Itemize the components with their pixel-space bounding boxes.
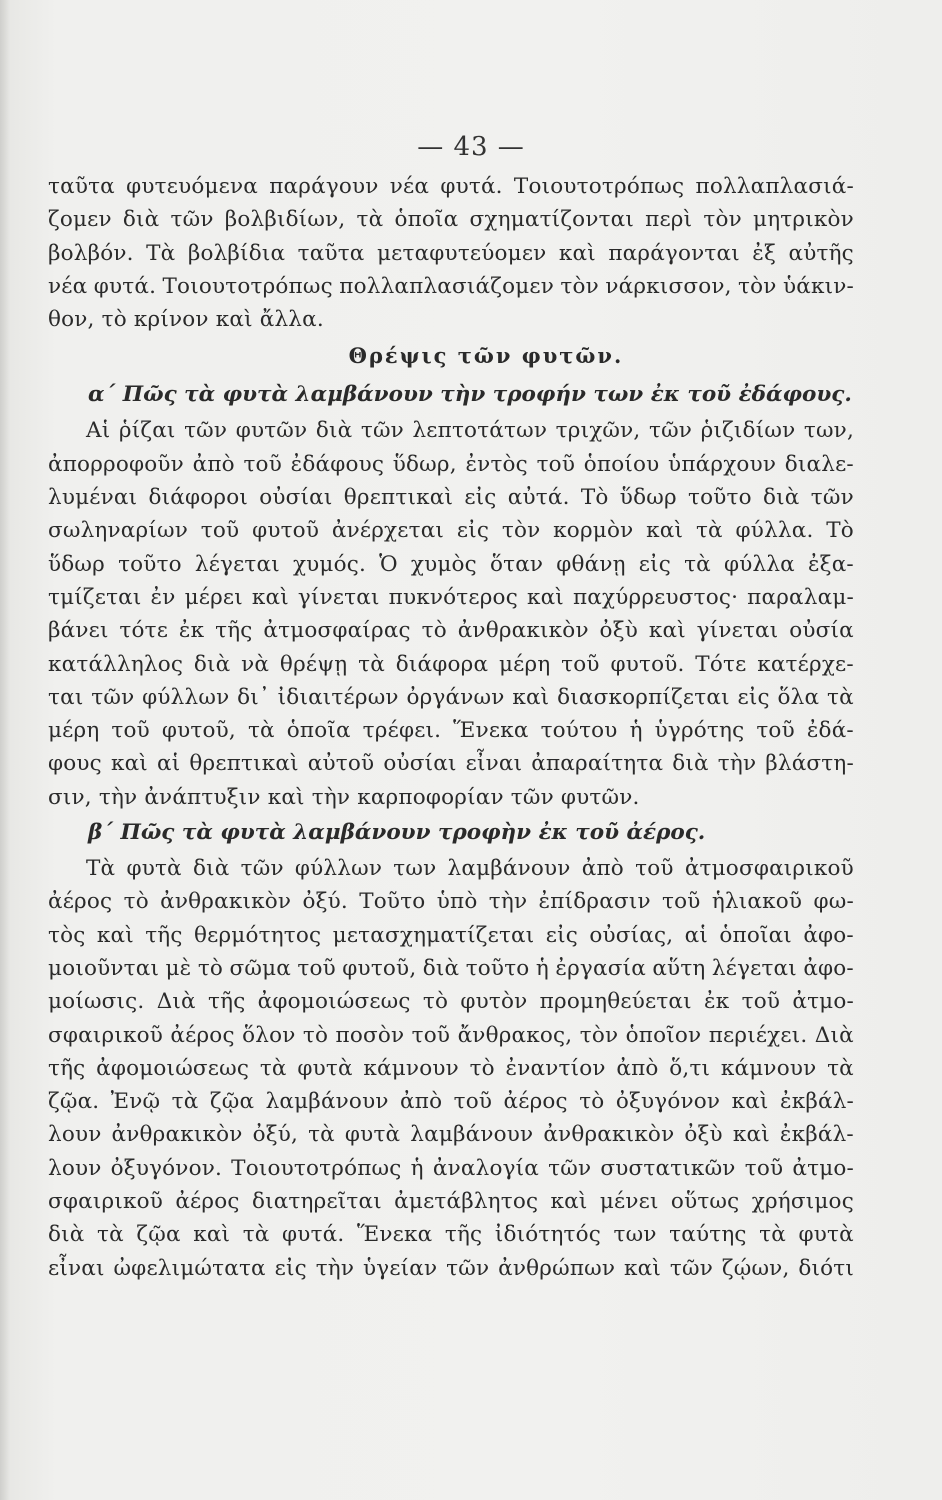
text-line: ἀπορροφοῦν ἀπὸ τοῦ ἐδάφους ὕδωρ, ἐντὸς τοῦ ὁποίου ὑπάρχουν διαλε- — [48, 451, 854, 477]
subheading-soil: α΄ Πῶς τὰ φυτὰ λαμβάνουν τὴν τροφήν των ἐκ τοῦ ἐδάφους. — [88, 382, 852, 408]
text-line: Τὰ φυτὰ διὰ τῶν φύλλων των λαμβάνουν ἀπὸ τοῦ ἀτμοσφαιρικοῦ — [86, 856, 854, 882]
spine-shadow — [0, 0, 10, 1500]
text-line: τμίζεται ἐν μέρει καὶ γίνεται πυκνότερος καὶ παχύρρευστος· παραλαμ- — [48, 584, 854, 610]
text-line: Αἱ ῥίζαι τῶν φυτῶν διὰ τῶν λεπτοτάτων τριχῶν, τῶν ῥιζιδίων των, — [86, 418, 854, 444]
text-line: λουν ὀξυγόνον. Τοιουτοτρόπως ἡ ἀναλογία τῶν συστατικῶν τοῦ ἀτμο- — [48, 1155, 854, 1181]
text-line: σφαιρικοῦ ἀέρος ὅλον τὸ ποσὸν τοῦ ἄνθρακος, τὸν ὁποῖον περιέχει. Διὰ — [48, 1022, 854, 1048]
text-line: ται τῶν φύλλων δι᾽ ἰδιαιτέρων ὀργάνων καὶ διασκορπίζεται εἰς ὅλα τὰ — [48, 684, 854, 710]
paragraph-3 — [48, 852, 854, 1285]
text-line: βάνει τότε ἐκ τῆς ἀτμοσφαίρας τὸ ἀνθρακικὸν ὀξὺ καὶ γίνεται οὐσία — [48, 618, 854, 644]
text-line: τὸς καὶ τῆς θερμότητος μετασχηματίζεται εἰς οὐσίας, αἱ ὁποῖαι ἀφο- — [48, 922, 854, 948]
text-line: κατάλληλος διὰ νὰ θρέψῃ τὰ διάφορα μέρη τοῦ φυτοῦ. Τότε κατέρχε- — [48, 651, 854, 677]
text-line: τῆς ἀφομοιώσεως τὰ φυτὰ κάμνουν τὸ ἐναντίον ἀπὸ ὅ,τι κάμνουν τὰ — [48, 1055, 854, 1081]
text-line: φους καὶ αἱ θρεπτικαὶ αὐτοῦ οὐσίαι εἶναι ἀπαραίτητα διὰ τὴν βλάστη- — [48, 751, 854, 777]
text-line: εἶναι ὠφελιμώτατα εἰς τὴν ὑγείαν τῶν ἀνθρώπων καὶ τῶν ζῴων, διότι — [48, 1255, 854, 1281]
section-heading: Θρέψις τῶν φυτῶν. — [348, 343, 624, 369]
text-line: λυμέναι διάφοροι οὐσίαι θρεπτικαὶ εἰς αὐτά. Τὸ ὕδωρ τοῦτο διὰ τῶν — [48, 485, 854, 511]
text-line: σωληναρίων τοῦ φυτοῦ ἀνέρχεται εἰς τὸν κορμὸν καὶ τὰ φύλλα. Τὸ — [48, 518, 854, 544]
paragraph-2 — [48, 414, 854, 814]
text-line: νέα φυτά. Τοιουτοτρόπως πολλαπλασιάζομεν τὸν νάρκισσον, τὸν ὑάκιν- — [48, 273, 854, 299]
text-line: ὕδωρ τοῦτο λέγεται χυμός. Ὁ χυμὸς ὅταν φθάνῃ εἰς τὰ φύλλα ἐξα- — [48, 551, 854, 577]
text-line: λουν ἀνθρακικὸν ὀξύ, τὰ φυτὰ λαμβάνουν ἀνθρακικὸν ὀξὺ καὶ ἐκβάλ- — [48, 1122, 854, 1148]
text-line: σφαιρικοῦ ἀέρος διατηρεῖται ἀμετάβλητος καὶ μένει οὕτως χρήσιμος — [48, 1189, 854, 1215]
text-line: σιν, τὴν ἀνάπτυξιν καὶ τὴν καρποφορίαν τῶν φυτῶν. — [48, 784, 640, 810]
text-line: μέρη τοῦ φυτοῦ, τὰ ὁποῖα τρέφει. Ἕνεκα τούτου ἡ ὑγρότης τοῦ ἐδά- — [48, 718, 854, 744]
text-line: ἀέρος τὸ ἀνθρακικὸν ὀξύ. Τοῦτο ὑπὸ τὴν ἐπίδρασιν τοῦ ἡλιακοῦ φω- — [48, 889, 854, 915]
text-line: διὰ τὰ ζῷα καὶ τὰ φυτά. Ἕνεκα τῆς ἰδιότητός των ταύτης τὰ φυτὰ — [48, 1222, 854, 1248]
subheading-air: β΄ Πῶς τὰ φυτὰ λαμβάνουν τροφὴν ἐκ τοῦ ἀέρος. — [88, 820, 706, 846]
text-line: θον, τὸ κρίνον καὶ ἄλλα. — [48, 307, 324, 333]
text-line: ταῦτα φυτευόμενα παράγουν νέα φυτά. Τοιουτοτρόπως πολλαπλασιά- — [48, 174, 854, 199]
text-line: μοιοῦνται μὲ τὸ σῶμα τοῦ φυτοῦ, διὰ τοῦτο ἡ ἐργασία αὕτη λέγεται ἀφο- — [48, 955, 854, 981]
text-block — [48, 170, 854, 1285]
text-line: ζομεν διὰ τῶν βολβιδίων, τὰ ὁποῖα σχηματίζονται περὶ τὸν μητρικὸν — [48, 207, 854, 233]
paragraph-1 — [48, 170, 854, 336]
page-number: — 43 — — [417, 132, 525, 162]
text-line: βολβόν. Τὰ βολβίδια ταῦτα μεταφυτεύομεν καὶ παράγονται ἐξ αὐτῆς — [48, 240, 854, 266]
text-line: μοίωσις. Διὰ τῆς ἀφομοιώσεως τὸ φυτὸν προμηθεύεται ἐκ τοῦ ἀτμο- — [48, 989, 854, 1015]
text-line: ζῷα. Ἐνῷ τὰ ζῷα λαμβάνουν ἀπὸ τοῦ ἀέρος τὸ ὀξυγόνον καὶ ἐκβάλ- — [48, 1089, 854, 1115]
